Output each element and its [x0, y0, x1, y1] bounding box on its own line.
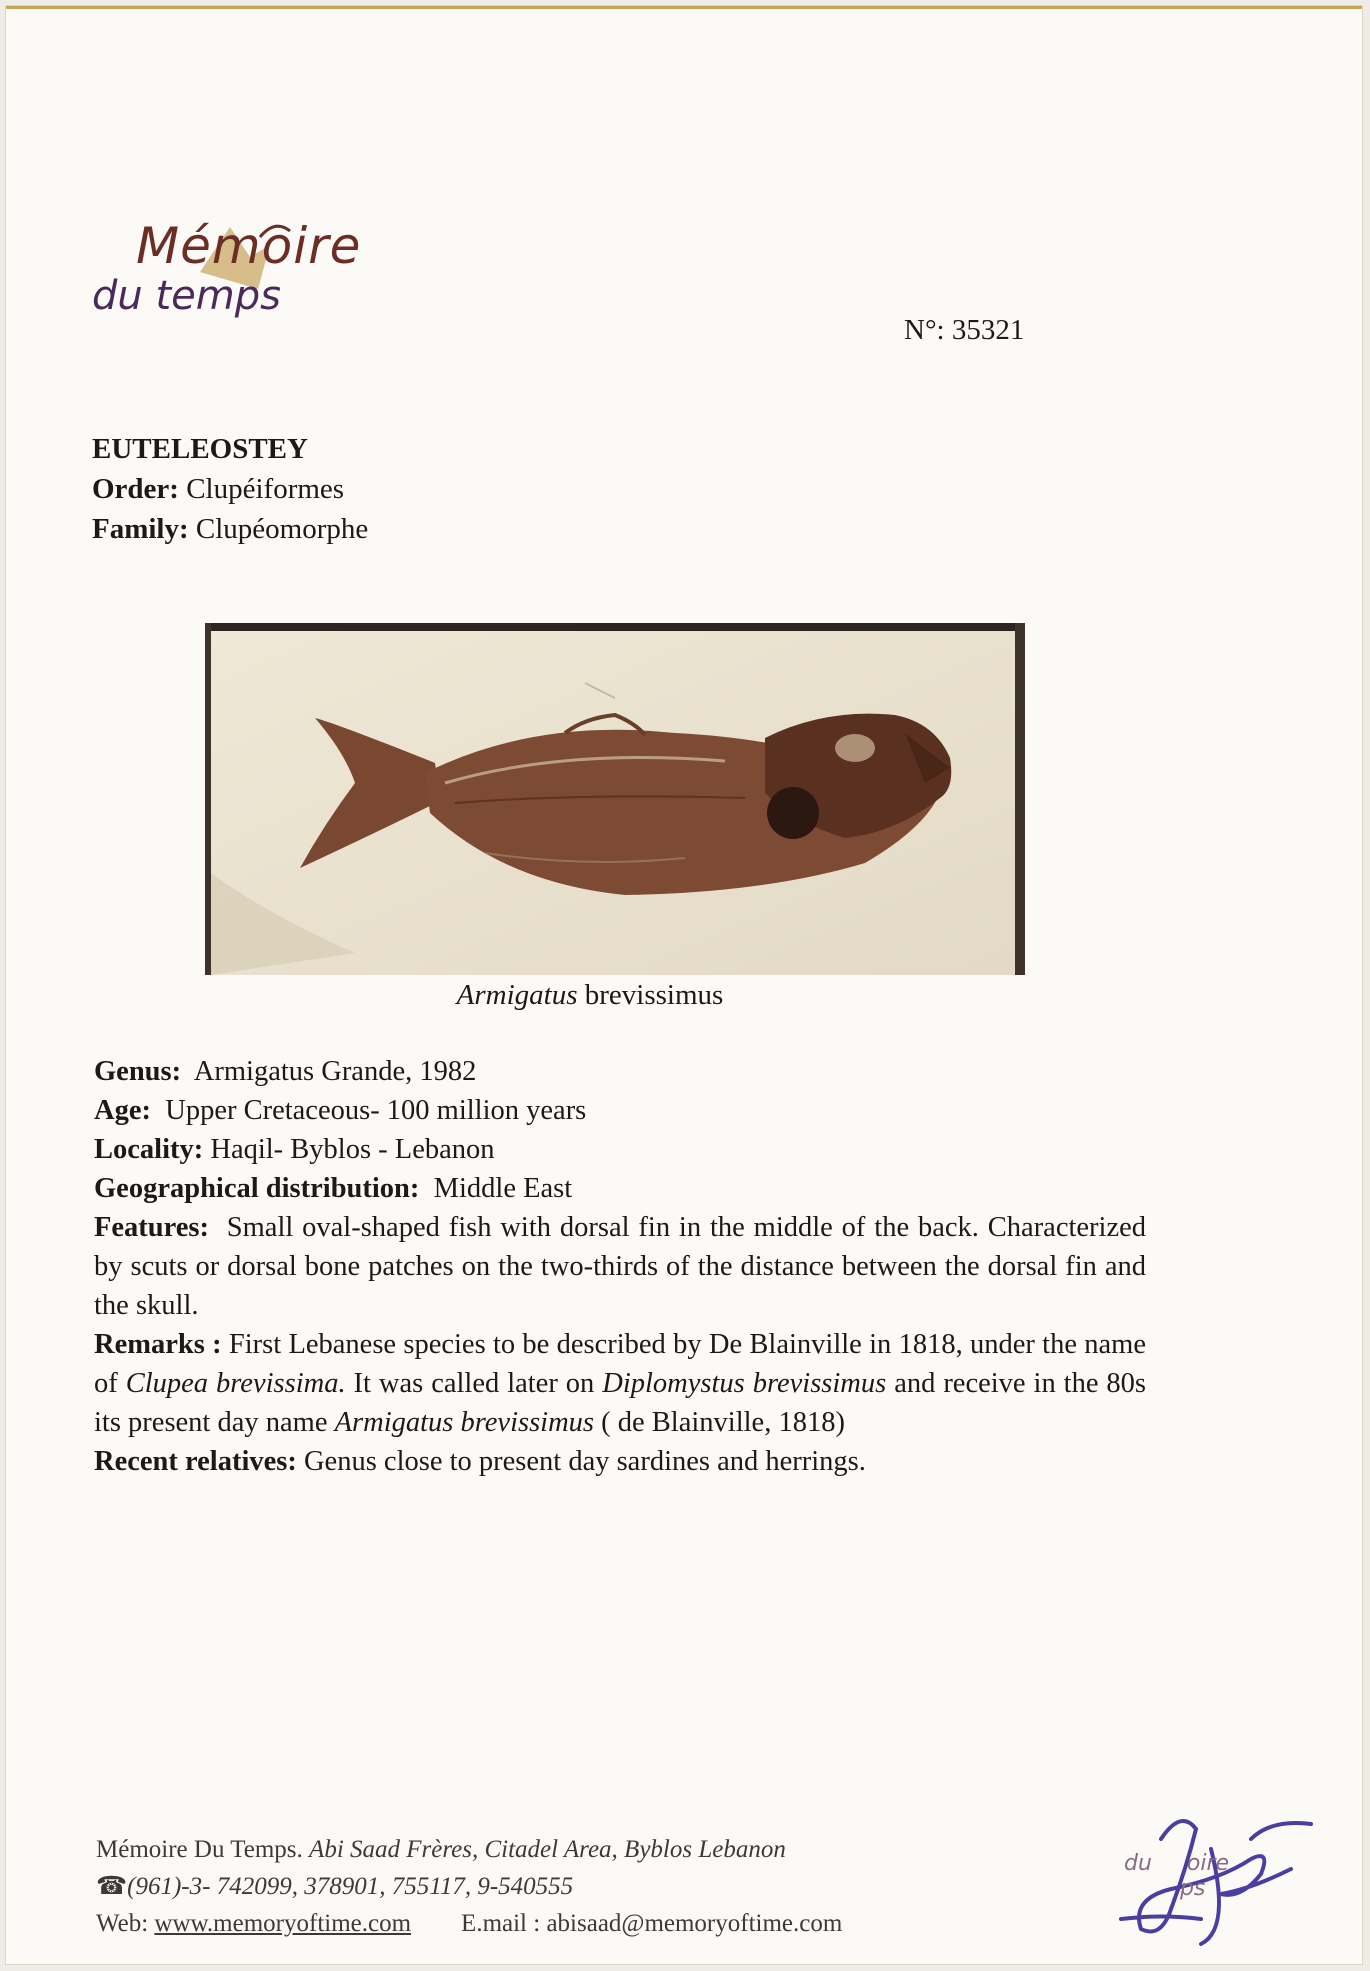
distribution-label: Geographical distribution: [94, 1173, 420, 1204]
fossil-details [94, 1052, 1146, 1481]
email-label: E.mail : [461, 1910, 541, 1937]
remarks-italic-2: Diplomystus brevissimus [602, 1368, 887, 1399]
company-logo [90, 217, 390, 352]
footer-phone-line [96, 1868, 842, 1905]
fossil-fish-icon [205, 623, 1025, 975]
age-label: Age: [94, 1095, 151, 1126]
caption-species: brevissimus [584, 979, 724, 1011]
remarks-italic-1: Clupea brevissima. [125, 1368, 346, 1399]
footer-address-line [96, 1831, 842, 1868]
distribution-value: Middle East [433, 1173, 573, 1204]
class-name: EUTELEOSTEY [92, 433, 308, 465]
age-value: Upper Cretaceous- 100 million years [165, 1095, 587, 1126]
genus-label: Genus: [94, 1056, 182, 1087]
remarks-label: Remarks : [94, 1329, 222, 1360]
caption-genus: Armigatus [456, 979, 578, 1011]
remarks-italic-3: Armigatus brevissimus [334, 1407, 595, 1438]
footer-web-line [96, 1905, 842, 1942]
order-label: Order: [92, 473, 179, 505]
email-value[interactable]: abisaad@memoryoftime.com [546, 1910, 843, 1937]
taxonomy-block [92, 429, 368, 549]
order-line [92, 469, 368, 509]
certificate-page [6, 6, 1362, 1964]
distribution-line [94, 1169, 1146, 1208]
web-link[interactable]: www.memoryoftime.com [154, 1910, 412, 1937]
remarks-text-2: It was called later on [353, 1368, 595, 1399]
relatives-label: Recent relatives: [94, 1446, 297, 1477]
stamp-logo-text: du oire ps [1124, 1851, 1230, 1901]
features-paragraph [94, 1208, 1146, 1325]
footer-contact [96, 1831, 842, 1942]
family-label: Family: [92, 513, 189, 545]
locality-label: Locality: [94, 1134, 204, 1165]
fossil-photo [205, 623, 1025, 975]
document-number: N°: 35321 [904, 314, 1025, 346]
phone-icon: ☎ [96, 1873, 128, 1900]
genus-value: Armigatus Grande, 1982 [193, 1056, 477, 1087]
features-label: Features: [94, 1212, 210, 1243]
fossil-caption [205, 979, 975, 1012]
footer-address: Abi Saad Frères, Citadel Area, Byblos Lebanon [309, 1836, 786, 1863]
age-line [94, 1091, 1146, 1130]
locality-value: Haqil- Byblos - Lebanon [210, 1134, 495, 1165]
remarks-text-3: and receive in the 80s its present day name [94, 1368, 1147, 1438]
remarks-text-4: ( de Blainville, 1818) [601, 1407, 845, 1438]
features-value: Small oval-shaped fish with dorsal fin in the middle of the back. Characterized by scuts or dorsal bone patches on the two-thirds of the distance between the dorsal fin and the skull. [94, 1212, 1147, 1321]
family-line [92, 509, 368, 549]
footer-company: Mémoire Du Temps. [96, 1836, 303, 1863]
web-label: Web: [96, 1910, 149, 1937]
logo-text-line1: Mémoire [136, 217, 362, 275]
footer-phone: (961)-3- 742099, 378901, 755117, 9-540555 [127, 1873, 574, 1900]
genus-line [94, 1052, 1146, 1091]
order-value: Clupéiformes [186, 473, 345, 505]
family-value: Clupéomorphe [195, 513, 369, 545]
relatives-value: Genus close to present day sardines and herrings. [303, 1446, 866, 1477]
remarks-text-1: First Lebanese species to be described by De Blainville in 1818, under the name of [94, 1329, 1146, 1399]
logo-text-line2: du temps [92, 273, 281, 319]
logo-stamp [1124, 1851, 1229, 1901]
relatives-line [94, 1442, 1146, 1481]
remarks-paragraph [94, 1325, 1146, 1442]
locality-line [94, 1130, 1146, 1169]
